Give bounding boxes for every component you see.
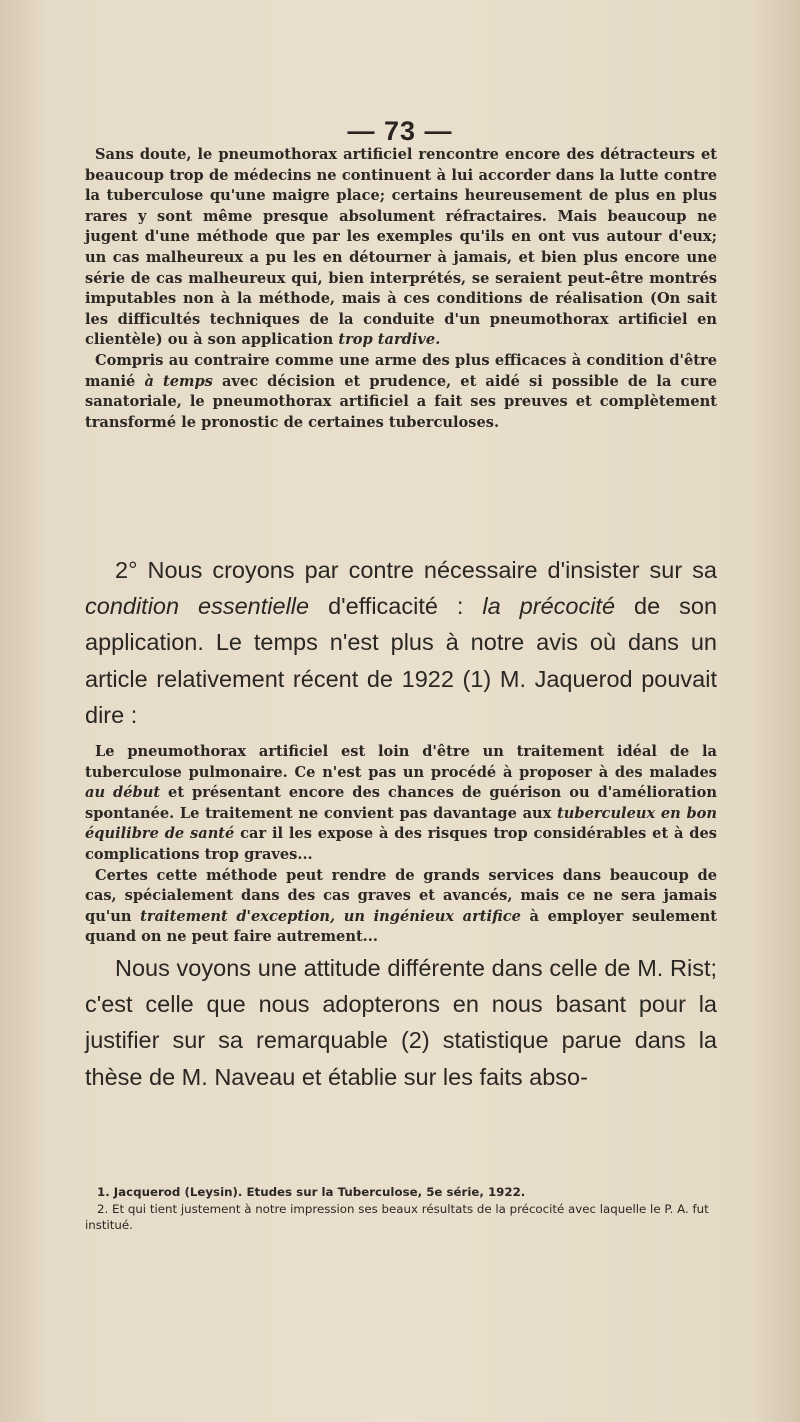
paragraph-precocity	[85, 552, 717, 733]
footnote-1: 1. Jacquerod (Leysin). Etudes sur la Tuberculose, 5e série, 1922.	[97, 1185, 526, 1199]
quote1-italic2: tuberculeux en bon équilibre de santé	[85, 804, 717, 843]
paragraph-pneumothorax-critics	[85, 145, 717, 433]
para2-italic: à temps	[144, 372, 213, 390]
para2-before: Compris au contraire comme une arme des plus efficaces à condition d'être manié	[85, 351, 717, 390]
footnotes	[85, 1184, 717, 1234]
para2-after: avec décision et prudence, et aidé si possible de la cure sanatoriale, le pneumothorax artificiel a fait ses preuves et complètement transformé le pronostic de certaines tuberculoses.	[85, 372, 717, 431]
para3-text: Nous voyons une attitude différente dans celle de M. Rist; c'est celle que nous adopterons en nous basant pour la justifier sur sa remarquable (2) statistique parue dans la thèse de M. Naveau et établie sur les faits abso-	[85, 955, 717, 1090]
para1-italic-end: trop tardive.	[338, 331, 441, 349]
section2-italic1: condition essentielle	[85, 593, 310, 620]
paragraph-rist	[85, 950, 717, 1095]
section2-rest: de son application. Le temps n'est plus à notre avis où dans un article relativement récent de 1922 (1) M. Jaquerod pouvait dire :	[85, 593, 718, 728]
para1-text: Sans doute, le pneumothorax artificiel rencontre encore des détracteurs et beaucoup trop de médecins ne continuent à lui accorder dans la lutte contre la tuberculose qu'une maigre place; certains heureusement de plus en plus rares y sont même presque absolument réfractaires. Mais beaucoup ne jugent d'une méthode que par les exemples qu'ils en ont vus autour d'eux; un cas malheureux a pu les en détourner à jamais, et bien plus encore une série de cas malheureux qui, bien interprétés, se seraient peut-être montrés imputables non à la méthode, mais à ces conditions de réalisation (On sait les difficultés techniques de la conduite d'un pneumothorax artificiel en clientèle) ou à son application	[85, 146, 717, 349]
page-number: — 73 —	[347, 116, 453, 146]
quote1-a: Le pneumothorax artificiel est loin d'être un traitement idéal de la tuberculose pulmonaire. Ce n'est pas un procédé à proposer à des malades	[85, 743, 717, 781]
quote2-a: Certes cette méthode peut rendre de grands services dans beaucoup de cas, spécialement dans des cas graves et avancés, mais ce ne sera jamais qu'un	[85, 866, 717, 925]
quote2-b: à employer seulement quand on ne peut faire autrement...	[85, 907, 717, 946]
quotation-jaquerod	[85, 742, 717, 948]
section2-italic2: la précocité	[482, 593, 616, 620]
quote1-b: et présentant encore des chances de guérison ou d'amélioration spontanée. Le traitement ne convient pas davantage aux	[85, 784, 717, 822]
quote1-italic1: au début	[85, 784, 161, 802]
quote2-italic1: traitement d'exception, un ingénieux artifice	[140, 907, 521, 925]
footnote-2: 2. Et qui tient justement à notre impression ses beaux résultats de la précocité avec laquelle le P. A. fut institué.	[85, 1201, 709, 1232]
section2-mid1: d'efficacité :	[328, 593, 464, 620]
section2-start: 2° Nous croyons par contre nécessaire d'insister sur sa	[115, 557, 717, 583]
quote1-c: car il les expose à des risques trop considérables et à des complications trop graves...	[85, 825, 717, 863]
